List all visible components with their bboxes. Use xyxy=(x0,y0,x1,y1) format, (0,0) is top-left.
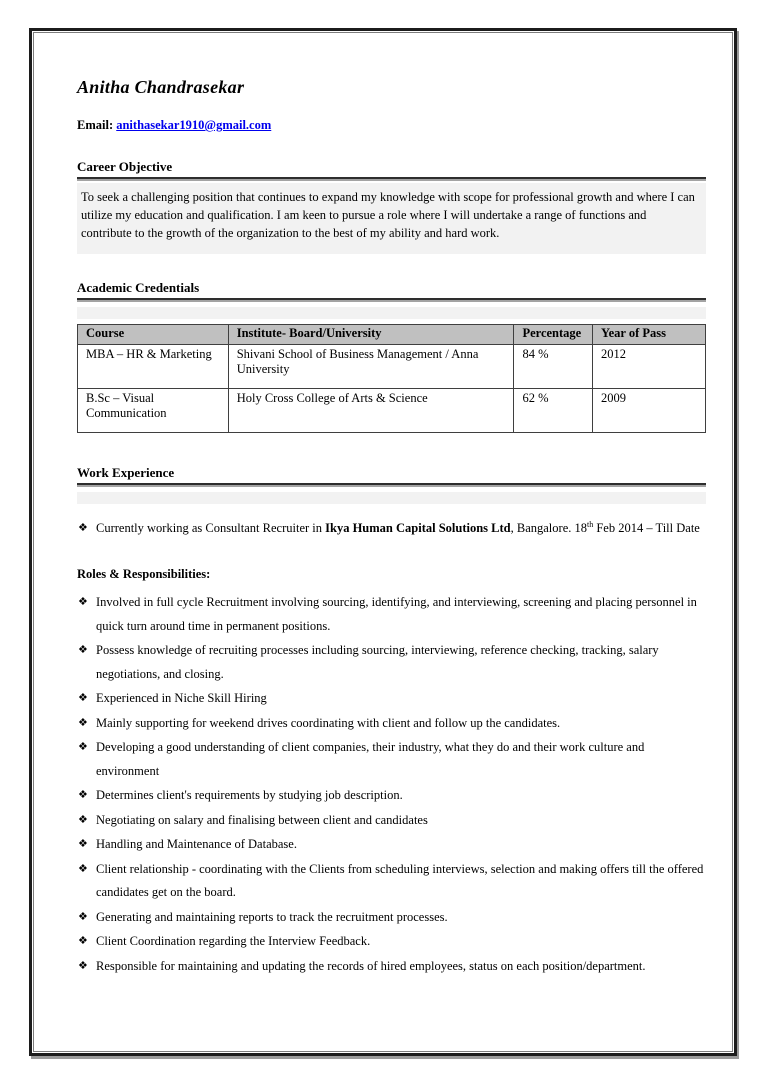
course-cell: MBA – HR & Marketing xyxy=(78,345,229,389)
list-item xyxy=(77,591,706,638)
role-text: Client Coordination regarding the Interview Feedback. xyxy=(96,934,371,949)
list-item xyxy=(77,712,706,736)
page-frame xyxy=(29,28,737,1056)
diamond-bullet-icon: ❖ xyxy=(78,789,88,802)
diamond-bullet-icon: ❖ xyxy=(78,910,88,923)
diamond-bullet-icon: ❖ xyxy=(78,838,88,851)
list-item xyxy=(77,930,706,954)
column-header-year: Year of Pass xyxy=(592,325,705,345)
credentials-table-header xyxy=(78,325,706,345)
candidate-name: Anitha Chandrasekar xyxy=(77,77,245,97)
diamond-bullet-icon: ❖ xyxy=(78,644,88,657)
list-item xyxy=(77,906,706,930)
heading-rule xyxy=(77,298,706,302)
experience-text-suffix: Feb 2014 – Till Date xyxy=(593,521,700,536)
role-text: Client relationship - coordinating with the Clients from scheduling interviews, selection and making offers till the offered candidates get on the board. xyxy=(96,861,704,900)
role-text: Experienced in Niche Skill Hiring xyxy=(96,691,267,706)
email-line xyxy=(77,118,706,133)
list-item xyxy=(77,736,706,783)
role-text: Responsible for maintaining and updating the records of hired employees, status on each position/department. xyxy=(96,958,646,973)
academic-credentials-heading: Academic Credentials xyxy=(77,280,200,296)
diamond-bullet-icon: ❖ xyxy=(78,741,88,754)
diamond-bullet-icon: ❖ xyxy=(78,522,88,535)
list-item xyxy=(77,858,706,905)
shaded-blank-line xyxy=(77,307,706,319)
role-text: Involved in full cycle Recruitment involving sourcing, identifying, and interviewing, screening and placing personnel in quick turn around time in permanent positions. xyxy=(96,595,697,633)
diamond-bullet-icon: ❖ xyxy=(78,959,88,972)
column-header-institute: Institute- Board/University xyxy=(228,325,514,345)
role-text: Determines client's requirements by studying job description. xyxy=(96,788,403,803)
role-text: Developing a good understanding of client companies, their industry, what they do and their work culture and environment xyxy=(96,740,645,778)
academic-credentials-section xyxy=(77,280,706,433)
career-objective-text: To seek a challenging position that continues to expand my knowledge with scope for professional growth and where I can utilize my education and qualification. I am keen to pursue a role where I will undertake a range of functions and contribute to the growth of the organization to the best of my ability and hard work. xyxy=(77,183,706,254)
experience-bullet xyxy=(77,516,706,541)
diamond-bullet-icon: ❖ xyxy=(78,935,88,948)
diamond-bullet-icon: ❖ xyxy=(78,862,88,875)
ordinal-superscript: th xyxy=(587,520,594,530)
roles-responsibilities-heading: Roles & Responsibilities: xyxy=(77,567,211,582)
work-experience-section xyxy=(77,465,706,978)
list-item xyxy=(77,833,706,857)
column-header-percentage: Percentage xyxy=(514,325,593,345)
percentage-cell: 62 % xyxy=(514,389,593,433)
course-cell: B.Sc – Visual Communication xyxy=(78,389,229,433)
year-cell: 2009 xyxy=(592,389,705,433)
work-experience-heading: Work Experience xyxy=(77,465,175,481)
heading-rule xyxy=(77,483,706,487)
role-text: Possess knowledge of recruiting processes including sourcing, interviewing, reference checking, tracking, salary negotiations, and closing. xyxy=(96,643,659,681)
role-text: Mainly supporting for weekend drives coordinating with client and follow up the candidates. xyxy=(96,715,561,730)
role-text: Generating and maintaining reports to track the recruitment processes. xyxy=(96,909,448,924)
table-row xyxy=(78,389,706,433)
email-link[interactable]: anithasekar1910@gmail.com xyxy=(116,118,272,132)
table-row xyxy=(78,345,706,389)
shaded-blank-line xyxy=(77,492,706,504)
list-item xyxy=(77,687,706,711)
role-text: Negotiating on salary and finalising between client and candidates xyxy=(96,812,428,827)
email-label: Email: xyxy=(77,118,114,132)
diamond-bullet-icon: ❖ xyxy=(78,813,88,826)
institute-cell: Shivani School of Business Management / Anna University xyxy=(228,345,514,389)
role-text: Handling and Maintenance of Database. xyxy=(96,837,297,852)
credentials-table xyxy=(77,324,706,433)
institute-cell: Holy Cross College of Arts & Science xyxy=(228,389,514,433)
list-item xyxy=(77,784,706,808)
diamond-bullet-icon: ❖ xyxy=(78,692,88,705)
list-item xyxy=(77,955,706,979)
list-item xyxy=(77,639,706,686)
diamond-bullet-icon: ❖ xyxy=(78,716,88,729)
diamond-bullet-icon: ❖ xyxy=(78,596,88,609)
list-item xyxy=(77,809,706,833)
year-cell: 2012 xyxy=(592,345,705,389)
percentage-cell: 84 % xyxy=(514,345,593,389)
career-objective-section xyxy=(77,159,706,254)
experience-text-prefix: Currently working as Consultant Recruiter in xyxy=(96,521,326,536)
column-header-course: Course xyxy=(78,325,229,345)
page-frame-inner xyxy=(33,32,733,1052)
experience-text-middle: , Bangalore. 18 xyxy=(510,521,587,536)
company-name: Ikya Human Capital Solutions Ltd xyxy=(325,521,511,536)
heading-rule xyxy=(77,177,706,181)
career-objective-heading: Career Objective xyxy=(77,159,173,174)
roles-list xyxy=(77,591,706,978)
resume-page xyxy=(34,33,732,1051)
